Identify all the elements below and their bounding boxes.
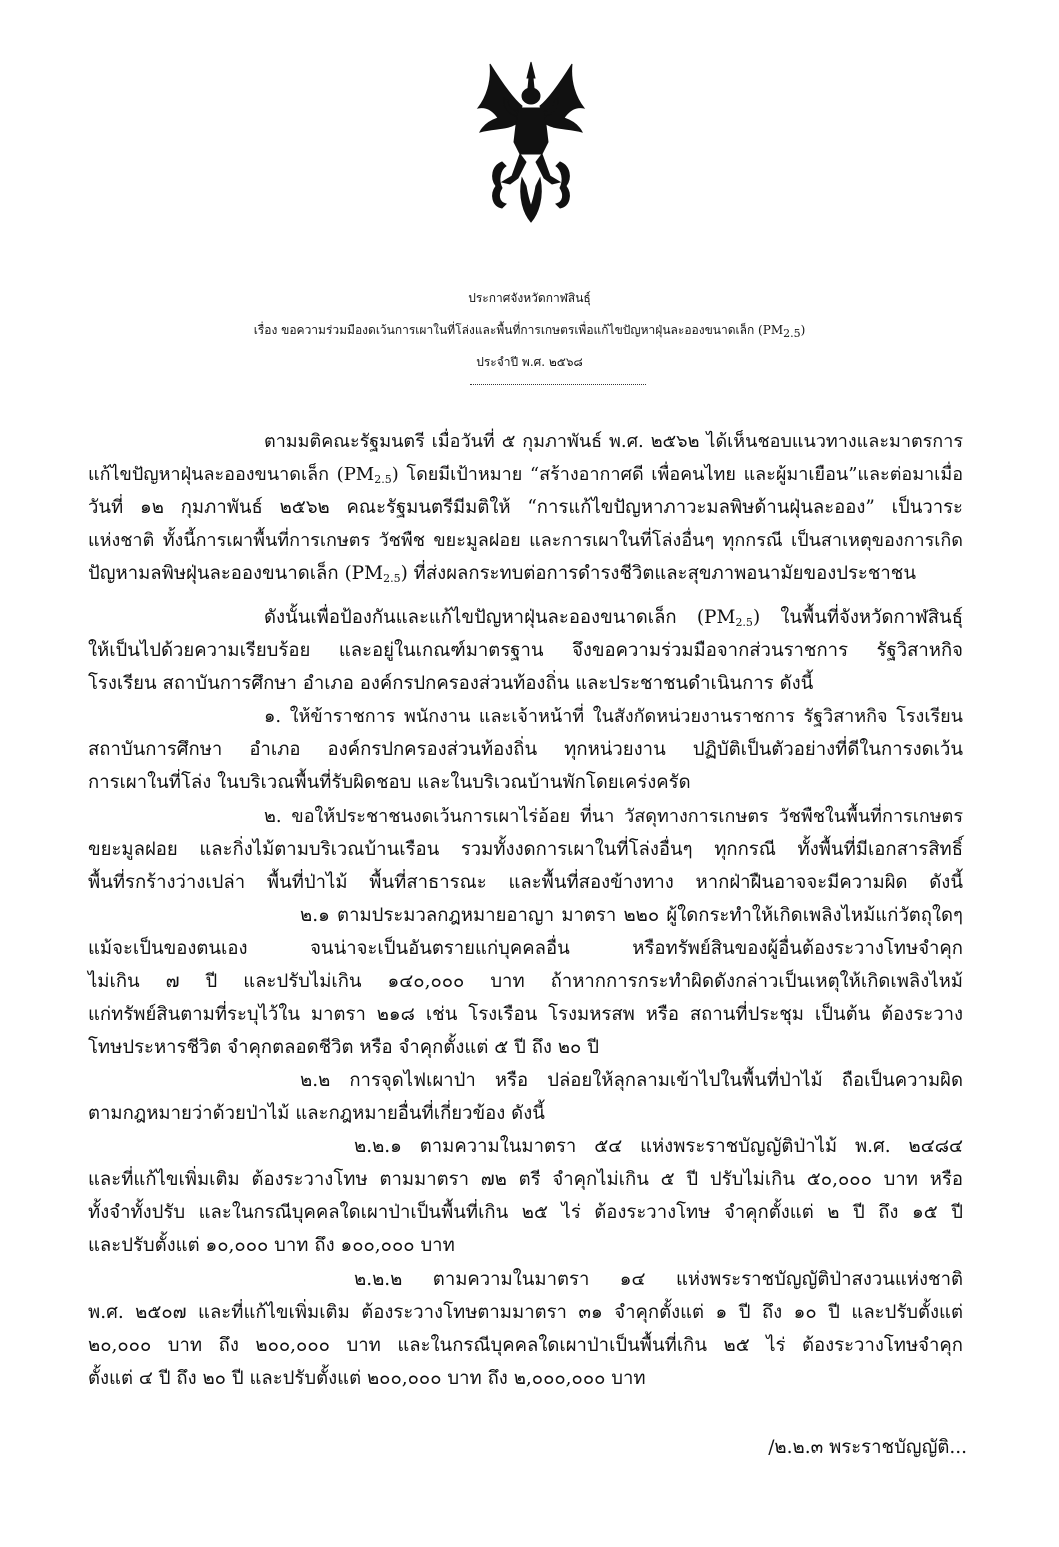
paragraph-1-line-2: แก้ไขปัญหาฝุ่นละอองขนาดเล็ก $(PM_{2.5})$ โดยมีเป้าหมาย “สร้างอากาศดี เพื่อคนไทย และผู้มาเยือน”และต่อมาเมื่อ [88, 464, 964, 486]
item-2-1-line-5: โทษประหารชีวิต จำคุกตลอดชีวิต หรือ จำคุกตั้งแต่ ๕ ปี ถึง ๒๐ ปี [88, 1037, 599, 1058]
garuda-emblem-icon [472, 58, 590, 226]
paragraph-1-line-5: ปัญหามลพิษฝุ่นละอองขนาดเล็ก $(PM_{2.5})$ ที่ส่งผลกระทบต่อการดำรงชีวิตและสุขภาพอนามัยของประชาชน [88, 563, 917, 585]
item-2-2-1-line-1: ๒.๒.๑ ตามความในมาตรา ๕๔ แห่งพระราชบัญญัติป่าไม้ พ.ศ. ๒๔๘๔ [354, 1136, 963, 1157]
item-2-2-2-line-4: ตั้งแต่ ๔ ปี ถึง ๒๐ ปี และปรับตั้งแต่ ๒๐๐,๐๐๐ บาท ถึง ๒,๐๐๐,๐๐๐ บาท [88, 1368, 646, 1389]
item-1-line-2: สถาบันการศึกษา อำเภอ องค์กรปกครองส่วนท้องถิ่น ทุกหน่วยงาน ปฏิบัติเป็นตัวอย่างที่ดีในการงดเว้น [88, 739, 963, 760]
paragraph-1-line-3: วันที่ ๑๒ กุมภาพันธ์ ๒๕๖๒ คณะรัฐมนตรีมีมติให้ “การแก้ไขปัญหาภาวะมลพิษด้านฝุ่นละออง” เป็นวาระ [88, 497, 963, 518]
paragraph-2-line-1: ดังนั้นเพื่อป้องกันและแก้ไขปัญหาฝุ่นละอองขนาดเล็ก $(PM_{2.5})$ ในพื้นที่จังหวัดกาฬสินธุ์ [264, 607, 963, 629]
paragraph-1-line-4: แห่งชาติ ทั้งนี้การเผาพื้นที่การเกษตร วัชพืช ขยะมูลฝอย และการเผาในที่โล่งอื่นๆ ทุกกรณี เป็นสาเหตุของการเกิด [88, 530, 963, 551]
item-2-1-line-2: แม้จะเป็นของตนเอง จนน่าจะเป็นอันตรายแก่บุคคลอื่น หรือทรัพย์สินของผู้อื่นต้องระวางโทษจำคุก [88, 938, 963, 959]
item-1-line-3: การเผาในที่โล่ง ในบริเวณพื้นที่รับผิดชอบ และในบริเวณบ้านพักโดยเคร่งครัด [88, 772, 691, 793]
item-2-2-line-2: ตามกฎหมายว่าด้วยป่าไม้ และกฎหมายอื่นที่เกี่ยวข้อง ดังนี้ [88, 1103, 545, 1124]
item-2-2-line-1: ๒.๒ การจุดไฟเผาป่า หรือ ปล่อยให้ลุกลามเข้าไปในพื้นที่ป่าไม้ ถือเป็นความผิด [300, 1070, 963, 1091]
year-line: ประจำปี พ.ศ. ๒๕๖๘ [476, 355, 583, 369]
item-2-2-2-line-1: ๒.๒.๒ ตามความในมาตรา ๑๔ แห่งพระราชบัญญัติป่าสงวนแห่งชาติ [354, 1269, 963, 1290]
item-2-2-2-line-2: พ.ศ. ๒๕๐๗ และที่แก้ไขเพิ่มเติม ต้องระวางโทษตามมาตรา ๓๑ จำคุกตั้งแต่ ๑ ปี ถึง ๑๐ ปี และปรับตั้งแต่ [88, 1302, 963, 1323]
item-2-line-1: ๒. ขอให้ประชาชนงดเว้นการเผาไร่อ้อย ที่นา วัสดุทางการเกษตร วัชพืชในพื้นที่การเกษตร [264, 806, 963, 827]
item-2-2-1-line-4: และปรับตั้งแต่ ๑๐,๐๐๐ บาท ถึง ๑๐๐,๐๐๐ บาท [88, 1235, 455, 1256]
continuation-note: /๒.๒.๓ พระราชบัญญัติ... [768, 1437, 967, 1458]
item-2-1-line-3: ไม่เกิน ๗ ปี และปรับไม่เกิน ๑๔๐,๐๐๐ บาท ถ้าหากการกระทำผิดดังกล่าวเป็นเหตุให้เกิดเพลิงไหม้ [88, 971, 963, 992]
item-2-line-3: พื้นที่รกร้างว่างเปล่า พื้นที่ป่าไม้ พื้นที่สาธารณะ และพื้นที่สองข้างทาง หากฝ่าฝืนอาจจะมีความผิด ดังนี้ [88, 872, 963, 893]
subject-line: เรื่อง ขอความร่วมมืองดเว้นการเผาในที่โล่งและพื้นที่การเกษตรเพื่อแก้ไขปัญหาฝุ่นละอองขนาดเล็ก $(PM_{2.5})$ [253, 323, 806, 340]
item-1-line-1: ๑. ให้ข้าราชการ พนักงาน และเจ้าหน้าที่ ในสังกัดหน่วยงานราชการ รัฐวิสาหกิจ โรงเรียน [264, 706, 963, 727]
item-2-1-line-4: แก่ทรัพย์สินตามที่ระบุไว้ใน มาตรา ๒๑๘ เช่น โรงเรือน โรงมหรสพ หรือ สถานที่ประชุม เป็นต้น ต้องระวาง [88, 1004, 963, 1025]
item-2-line-2: ขยะมูลฝอย และกิ่งไม้ตามบริเวณบ้านเรือน รวมทั้งงดการเผาในที่โล่งอื่นๆ ทุกกรณี ทั้งพื้นที่มีเอกสารสิทธิ์ [88, 839, 963, 860]
announcement-title: ประกาศจังหวัดกาฬสินธุ์ [468, 291, 591, 305]
item-2-2-1-line-3: ทั้งจำทั้งปรับ และในกรณีบุคคลใดเผาป่าเป็นพื้นที่เกิน ๒๕ ไร่ ต้องระวางโทษ จำคุกตั้งแต่ ๒ ปี ถึง ๑๕ ปี [88, 1202, 963, 1223]
separator-line [470, 384, 646, 385]
paragraph-1-line-1: ตามมติคณะรัฐมนตรี เมื่อวันที่ ๕ กุมภาพันธ์ พ.ศ. ๒๕๖๒ ได้เห็นชอบแนวทางและมาตรการ [264, 431, 963, 452]
item-2-1-line-1: ๒.๑ ตามประมวลกฎหมายอาญา มาตรา ๒๒๐ ผู้ใดกระทำให้เกิดเพลิงไหม้แก่วัตถุใดๆ [300, 905, 963, 926]
item-2-2-1-line-2: และที่แก้ไขเพิ่มเติม ต้องระวางโทษ ตามมาตรา ๗๒ ตรี จำคุกไม่เกิน ๕ ปี ปรับไม่เกิน ๕๐,๐๐๐ บาท หรือ [88, 1169, 963, 1190]
paragraph-2-line-2: ให้เป็นไปด้วยความเรียบร้อย และอยู่ในเกณฑ์มาตรฐาน จึงขอความร่วมมือจากส่วนราชการ รัฐวิสาหกิจ [88, 640, 963, 661]
item-2-2-2-line-3: ๒๐,๐๐๐ บาท ถึง ๒๐๐,๐๐๐ บาท และในกรณีบุคคลใดเผาป่าเป็นพื้นที่เกิน ๒๕ ไร่ ต้องระวางโทษจำคุก [88, 1335, 963, 1356]
paragraph-2-line-3: โรงเรียน สถาบันการศึกษา อำเภอ องค์กรปกครองส่วนท้องถิ่น และประชาชนดำเนินการ ดังนี้ [88, 673, 814, 694]
